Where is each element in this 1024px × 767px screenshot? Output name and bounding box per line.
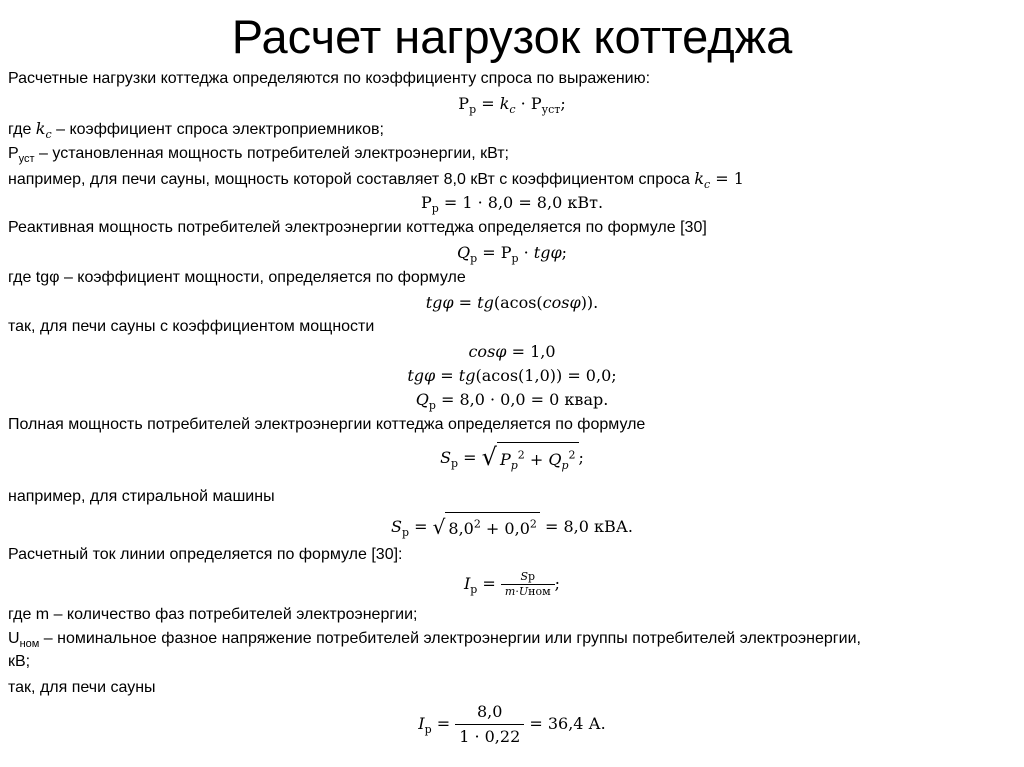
text-line-2: где $k_c$ – коэффициент спроса электроприемников;: [8, 119, 384, 142]
formula-4: tgφ = tg(acos(cosφ)).: [425, 293, 599, 312]
formula-6: tgφ = tg(acos(1,0)) = 0,0;: [407, 366, 617, 385]
text-line-4: например, для печи сауны, мощность которой составляет 8,0 кВт с коэффициентом спроса $k_c = 1$: [8, 169, 744, 192]
formula-7: $Q_р = 8,0 \cdot 0,0 = 0$ квар.: [415, 390, 609, 413]
text-line-13: так, для печи сауны: [8, 679, 156, 696]
text-line-6: где tgφ – коэффициент мощности, определяется по формуле: [8, 269, 466, 286]
formula-1: $P_р = k_c \cdot P_{уст}$;: [458, 94, 566, 117]
text-line-8: Полная мощность потребителей электроэнергии коттеджа определяется по формуле: [8, 416, 646, 433]
text-line-12: $U_{ном}$ – номинальное фазное напряжение потребителей электроэнергии или группы потребителей электроэнергии,: [8, 630, 861, 651]
text-line-5: Реактивная мощность потребителей электроэнергии коттеджа определяется по формуле [30]: [8, 219, 707, 236]
formula-3: $Q_р = P_р \cdot tg\varphi$;: [456, 243, 568, 266]
text-line-10: Расчетный ток линии определяется по формуле [30]:: [8, 546, 403, 563]
formula-5: cosφ = 1,0: [468, 342, 556, 361]
text-line-3: $P_{уст}$ – установленная мощность потребителей электроэнергии, кВт;: [8, 145, 509, 166]
formula-9: $S_р$ = √ $8,0^2 + 0,0^2 = 8,0$ кВА.: [0, 512, 1024, 543]
fraction-current: $\frac{Sр}{\text{m·Uном}}$: [501, 570, 555, 599]
sqrt-sign-2: √ $8,0^2 + 0,0^2$: [433, 512, 540, 543]
sqrt-sign: √ $P_p^2 + Q_p^2$: [482, 442, 579, 475]
formula-10: $I_р$ = $\frac{Sр}{\text{m·Uном}}$ ;: [463, 570, 561, 598]
formula-8: $S_р$ = √ $P_p^2 + Q_p^2$ ;: [0, 442, 1024, 475]
text-line-9: например, для стиральной машины: [8, 488, 275, 505]
formula-11: $I_р$ = $\frac{8,0}{1 \cdot 0,22}$ = 36,4 А.: [0, 700, 1024, 749]
page-title: Расчет нагрузок коттеджа: [231, 10, 793, 63]
text-line-11: где m – количество фаз потребителей электроэнергии;: [8, 606, 418, 623]
fraction-sauna-current: $\frac{8,0}{1 \cdot 0,22}$: [455, 700, 524, 749]
text-line-12b: кВ;: [8, 653, 31, 670]
formula-2: $P_р = 1 \cdot 8,0 = 8,0$ кВт.: [420, 193, 604, 216]
text-line-7: так, для печи сауны с коэффициентом мощности: [8, 318, 375, 335]
text-line-1: Расчетные нагрузки коттеджа определяются по коэффициенту спроса по выражению:: [8, 70, 651, 87]
